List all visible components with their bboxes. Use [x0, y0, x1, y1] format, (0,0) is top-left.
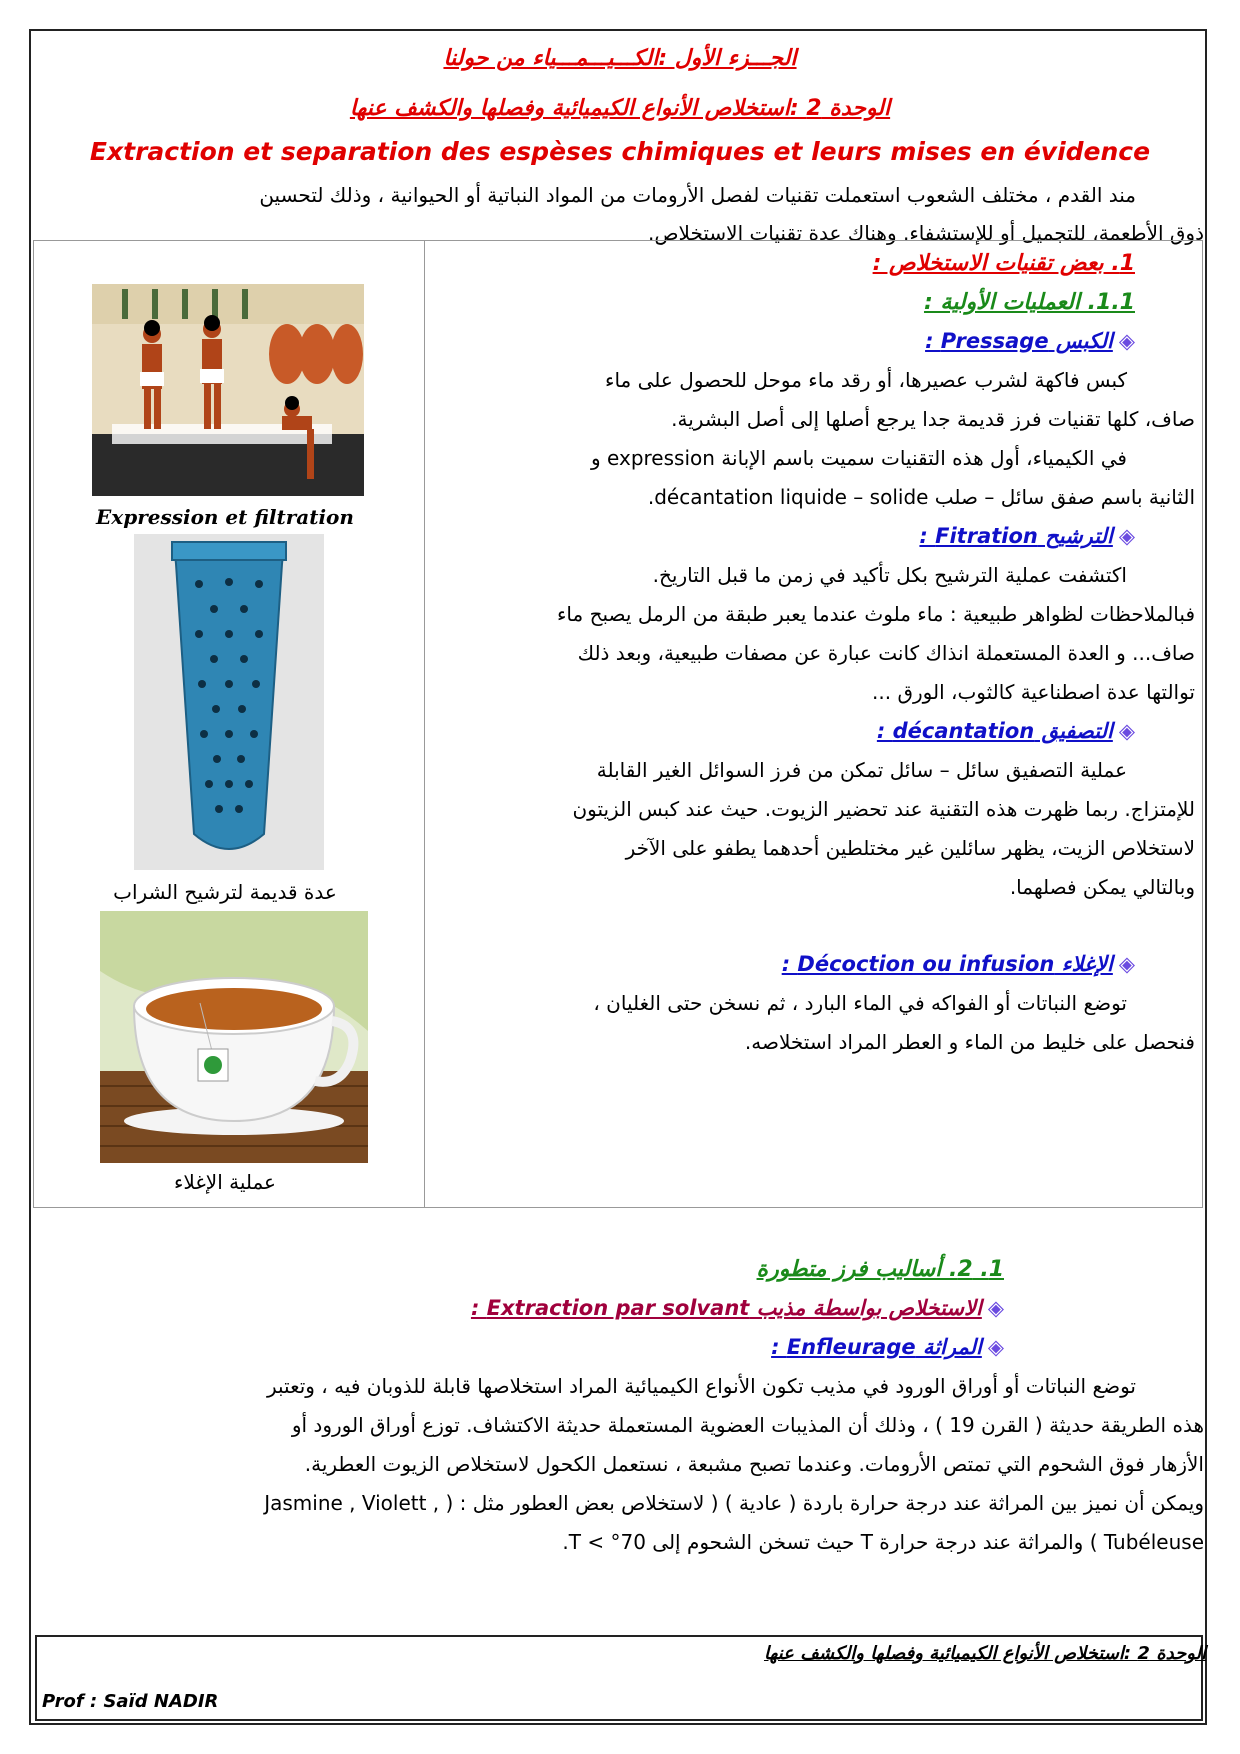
tea-caption: عملية الإغلاء [174, 1170, 276, 1194]
filtration-line: صاف... و العدة المستعملة انذاك كانت عبارة عن مصفات طبيعية، وبعد ذلك [577, 641, 1195, 665]
strainer-caption: عدة قديمة لترشيح الشراب [113, 880, 337, 904]
intro-line: مند القدم ، مختلف الشعوب استعملت تقنيات لفصل الأرومات من المواد النباتية أو الحيوانية ، وذلك لتحسين [259, 183, 1136, 207]
pressage-line: كبس فاكهة لشرب عصيرها، أو رقد ماء موحل للحصول على ماء [605, 368, 1127, 392]
enfleurage-line: الأزهار فوق الشحوم التي تمتص الأرومات. وعندما تصبح مشبعة ، نستعمل الكحول لاستخلاص الزيوت العطرية. [304, 1452, 1204, 1476]
decantation-line: عملية التصفيق سائل – سائل تمكن من فرز السوائل الغير القابلة [596, 758, 1127, 782]
diamond-bullet-icon: ◈ [1118, 329, 1135, 353]
diamond-bullet-icon: ◈ [1118, 719, 1135, 743]
decantation-heading: ◈التصفيق décantation : [425, 712, 1195, 751]
subsection-heading: 1.1. العمليات الأولية : [923, 290, 1135, 315]
diamond-bullet-icon: ◈ [987, 1296, 1004, 1320]
pressage-line: الثانية باسم صفق سائل – صلب décantation liquide – solide. [647, 485, 1195, 509]
pressage-line: في الكيمياء، أول هذه التقنيات سميت باسم الإبانة expression و [591, 446, 1127, 470]
section2-content [44, 1250, 1204, 1562]
diamond-bullet-icon: ◈ [1118, 524, 1135, 548]
footer-unit-title: الوحدة 2 :استخلاص الأنواع الكيميائية وفصلها والكشف عنها [763, 1643, 1206, 1664]
enfleurage-line: توضع النباتات أو أوراق الورود في مذيب تكون الأنواع الكيميائية المراد استخلاصها قابلة للذوبان فيه ، وتعتبر [266, 1374, 1136, 1398]
decoction-line: فنحصل على خليط من الماء و العطر المراد استخلاصه. [744, 1030, 1195, 1054]
filtration-line: فبالملاحظات لظواهر طبيعية : ماء ملوث عندما يعبر طبقة من الرمل يصبح ماء [557, 602, 1195, 626]
decoction-heading: ◈الإغلاء Décoction ou infusion : [425, 945, 1195, 984]
enfleurage-heading: ◈المراثة Enfleurage : [44, 1328, 1204, 1367]
diamond-bullet-icon: ◈ [987, 1335, 1004, 1359]
decantation-line: وبالتالي يمكن فصلهما. [1009, 875, 1195, 899]
footer-author: Prof : Saïd NADIR [42, 1691, 219, 1712]
pressage-line: صاف، كلها تقنيات فرز قديمة جدا يرجع أصلها إلى أصل البشرية. [671, 407, 1195, 431]
decantation-line: لاستخلاص الزيت، يظهر سائلين غير مختلطين أحدهما يطفو على الآخر [625, 836, 1195, 860]
solvent-heading: ◈الاستخلاص بواسطة مذيب Extraction par solvant : [44, 1289, 1204, 1328]
intro-line: ذوق الأطعمة، للتجميل أو للإستشفاء. وهناك عدة تقنيات الاستخلاص. [647, 221, 1204, 245]
filtration-line: توالتها عدة اصطناعية كالثوب، الورق ... [872, 680, 1195, 704]
unit-title-ar: الوحدة 2 :استخلاص الأنواع الكيميائية وفصلها والكشف عنها [349, 96, 891, 121]
tea-cup-image [100, 911, 368, 1163]
egyptian-fresco-image [92, 284, 364, 496]
enfleurage-line: Tubéleuse ) والمراثة عند درجة حرارة T حيث تسخن الشحوم إلى 70° > T. [562, 1530, 1204, 1554]
enfleurage-line: ويمكن أن نميز بين المراثة عند درجة حرارة باردة ( عادية ) ( لاستخلاص بعض العطور مثل : ( , Jasmine , Violett [264, 1491, 1204, 1515]
filtration-line: اكتشفت عملية الترشيح بكل تأكيد في زمن ما قبل التاريخ. [652, 563, 1127, 587]
section2-heading: 1. 2. أساليب فرز متطورة [756, 1257, 1004, 1282]
pressage-heading: ◈الكبس Pressage : [425, 322, 1195, 361]
section1-content [425, 244, 1195, 1062]
decoction-line: توضع النباتات أو الفواكه في الماء البارد ، ثم نسخن حتى الغليان ، [593, 991, 1127, 1015]
unit-title-fr: Extraction et separation des espèses chimiques et leurs mises en évidence [89, 137, 1151, 166]
enfleurage-line: هذه الطريقة حديثة ( القرن 19 ) ، وذلك أن المذيبات العضوية المستعملة حديثة الاكتشاف. توزع أوراق الورود أو [291, 1413, 1204, 1437]
section1-heading: 1. بعض تقنيات الاستخلاص : [872, 251, 1135, 276]
part-title: الجـــزء الأول :الكـــيـــمـــياء من حولنا [443, 46, 797, 71]
filtration-heading: ◈الترشيح Fitration : [425, 517, 1195, 556]
ancient-strainer-image [134, 534, 324, 870]
fresco-caption: Expression et filtration [96, 505, 354, 529]
decantation-line: للإمتزاج. ربما ظهرت هذه التقنية عند تحضير الزيوت. حيث عند كبس الزيتون [572, 797, 1195, 821]
diamond-bullet-icon: ◈ [1118, 952, 1135, 976]
